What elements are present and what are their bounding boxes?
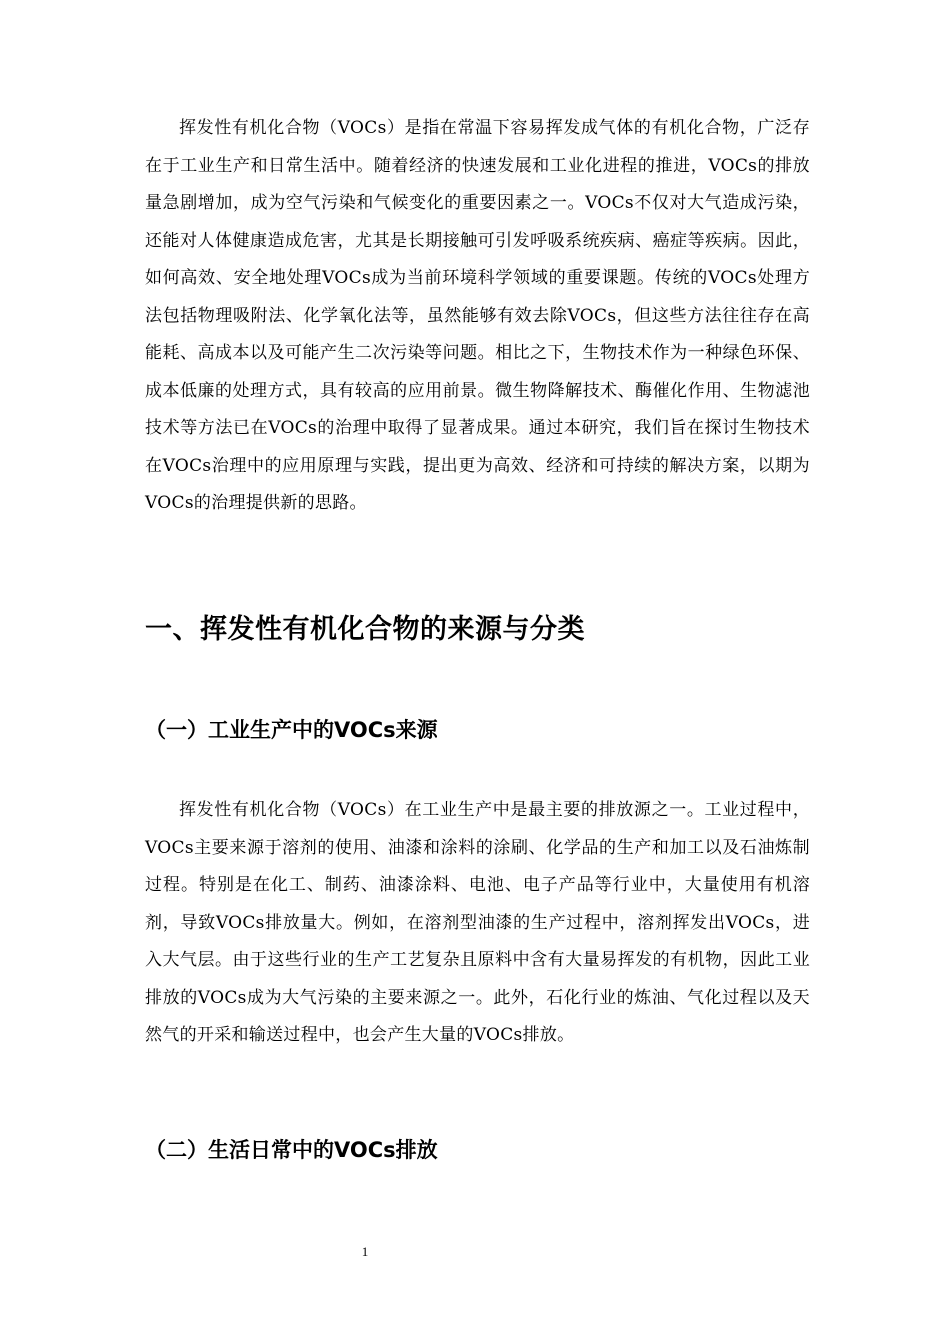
section-heading: 一、挥发性有机化合物的来源与分类 [145, 614, 585, 645]
subsection-heading-industrial: （一）工业生产中的VOCs来源 [145, 718, 438, 742]
subsection-heading-daily-life: （二）生活日常中的VOCs排放 [145, 1138, 438, 1162]
intro-paragraph: 挥发性有机化合物（VOCs）是指在常温下容易挥发成气体的有机化合物，广泛存在于工业生产和日常生活中。随着经济的快速发展和工业化进程的推进，VOCs的排放量急剧增加，成为空气污染和气候变化的重要因素之一。VOCs不仅对大气造成污染，还能对人体健康造成危害，尤其是长期接触可引发呼吸系统疾病、癌症等疾病。因此，如何高效、安全地处理VOCs成为当前环境科学领域的重要课题。传统的VOCs处理方法包括物理吸附法、化学氧化法等，虽然能够有效去除VOCs，但这些方法往往存在高能耗、高成本以及可能产生二次污染等问题。相比之下，生物技术作为一种绿色环保、成本低廉的处理方式，具有较高的应用前景。微生物降解技术、酶催化作用、生物滤池技术等方法已在VOCs的治理中取得了显著成果。通过本研究，我们旨在探讨生物技术在VOCs治理中的应用原理与实践，提出更为高效、经济和可持续的解决方案，以期为VOCs的治理提供新的思路。 [145, 118, 810, 513]
industrial-paragraph: 挥发性有机化合物（VOCs）在工业生产中是最主要的排放源之一。工业过程中，VOCs主要来源于溶剂的使用、油漆和涂料的涂刷、化学品的生产和加工以及石油炼制过程。特别是在化工、制药、油漆涂料、电池、电子产品等行业中，大量使用有机溶剂，导致VOCs排放量大。例如，在溶剂型油漆的生产过程中，溶剂挥发出VOCs，进入大气层。由于这些行业的生产工艺复杂且原料中含有大量易挥发的有机物，因此工业排放的VOCs成为大气污染的主要来源之一。此外，石化行业的炼油、气化过程以及天然气的开采和输送过程中，也会产生大量的VOCs排放。 [145, 800, 810, 1045]
page-number: 1 [361, 1244, 369, 1259]
